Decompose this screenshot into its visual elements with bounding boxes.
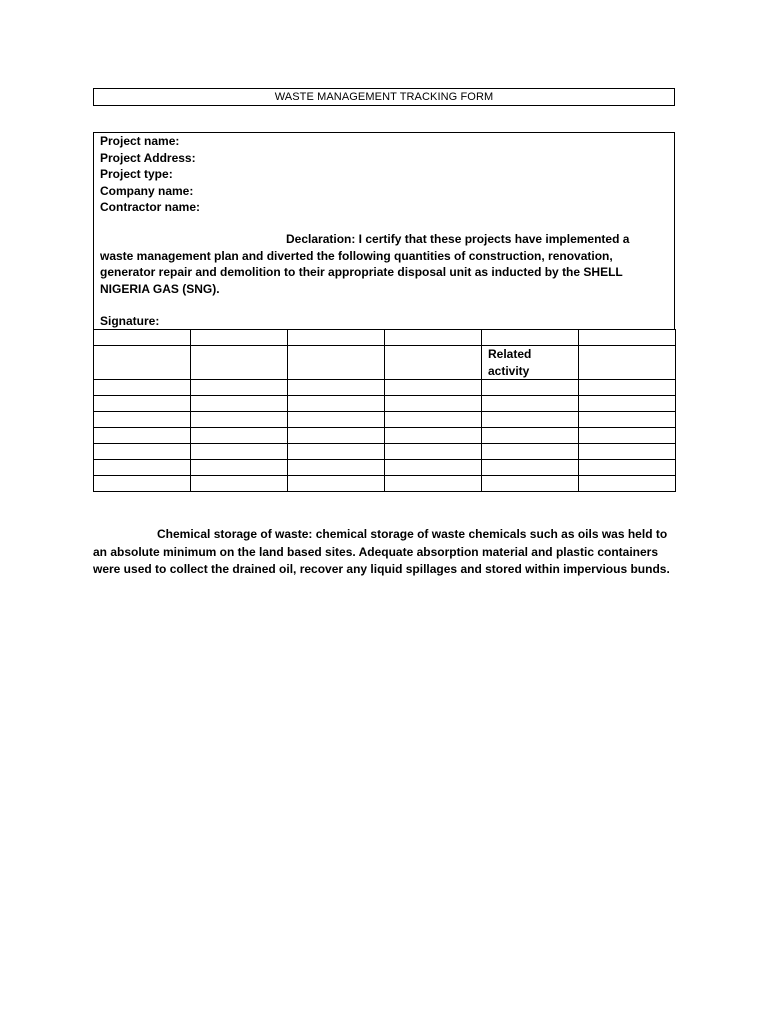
- table-cell: [191, 428, 288, 444]
- field-project-address: Project Address:: [100, 150, 196, 165]
- signature-label: Signature:: [100, 314, 160, 328]
- table-cell: [94, 380, 191, 396]
- project-fields: [100, 133, 200, 216]
- table-cell: [385, 380, 482, 396]
- table-cell: [579, 444, 676, 460]
- table-cell: [579, 396, 676, 412]
- table-cell: [288, 380, 385, 396]
- table-cell: [579, 460, 676, 476]
- table-cell: [94, 428, 191, 444]
- field-project-type: Project type:: [100, 167, 173, 182]
- table-header-cell: [94, 346, 191, 380]
- table-cell: [579, 428, 676, 444]
- table-cell: [191, 460, 288, 476]
- tracking-table-body: [94, 330, 676, 492]
- table-cell: [579, 412, 676, 428]
- table-cell: [288, 476, 385, 492]
- table-cell: [94, 460, 191, 476]
- field-company-name: Company name:: [100, 183, 194, 198]
- table-row: [94, 476, 676, 492]
- table-cell: [482, 444, 579, 460]
- field-contractor-name: Contractor name:: [100, 200, 201, 215]
- table-cell: [385, 330, 482, 346]
- table-cell: [482, 412, 579, 428]
- table-cell: [94, 444, 191, 460]
- table-header-cell: [385, 346, 482, 380]
- table-row: [94, 396, 676, 412]
- form-title-box: [93, 88, 675, 106]
- table-cell: [482, 476, 579, 492]
- table-cell: [385, 476, 482, 492]
- table-row: [94, 460, 676, 476]
- table-cell: [191, 380, 288, 396]
- chemical-storage-paragraph: Chemical storage of waste: chemical storage of waste chemicals such as oils was held to an absolute minimum on the land based sites. Adequate absorption material and plastic containers were used to collect the drained oil, recover any liquid spillages and stored within impervious bunds.: [93, 527, 670, 576]
- form-title: WASTE MANAGEMENT TRACKING FORM: [274, 91, 494, 103]
- table-cell: [288, 330, 385, 346]
- table-cell: [191, 444, 288, 460]
- table-cell: [94, 330, 191, 346]
- table-cell: [94, 396, 191, 412]
- table-cell: [579, 330, 676, 346]
- table-row: [94, 330, 676, 346]
- table-cell: [385, 412, 482, 428]
- table-header-related-activity: Related activity: [482, 346, 579, 380]
- table-cell: [288, 412, 385, 428]
- table-cell: [288, 396, 385, 412]
- table-header-cell: [579, 346, 676, 380]
- table-cell: [191, 476, 288, 492]
- table-cell: [191, 330, 288, 346]
- table-cell: [482, 330, 579, 346]
- project-info-box: [93, 132, 675, 330]
- tracking-table: [93, 329, 676, 492]
- table-cell: [191, 412, 288, 428]
- table-cell: [482, 380, 579, 396]
- table-row: [94, 444, 676, 460]
- table-row: [94, 412, 676, 428]
- declaration-text: Declaration: I certify that these projects have implemented a waste management plan and diverted the following quantities of construction, renovation, generator repair and demolition to their appropriate disposal unit as inducted by the SHELL NIGERIA GAS (SNG).: [100, 232, 630, 296]
- table-cell: [94, 476, 191, 492]
- table-cell: [579, 476, 676, 492]
- table-cell: [482, 396, 579, 412]
- table-cell: [288, 444, 385, 460]
- table-cell: [385, 428, 482, 444]
- table-cell: [385, 460, 482, 476]
- table-row: [94, 380, 676, 396]
- table-cell: [94, 412, 191, 428]
- table-cell: [482, 428, 579, 444]
- table-cell: [385, 396, 482, 412]
- table-row: [94, 428, 676, 444]
- table-header-cell: [191, 346, 288, 380]
- table-cell: [288, 428, 385, 444]
- table-header-row: [94, 346, 676, 380]
- table-header-cell: [288, 346, 385, 380]
- table-cell: [288, 460, 385, 476]
- field-project-name: Project name:: [100, 134, 180, 148]
- table-cell: [579, 380, 676, 396]
- table-cell: [482, 460, 579, 476]
- table-cell: [191, 396, 288, 412]
- table-cell: [385, 444, 482, 460]
